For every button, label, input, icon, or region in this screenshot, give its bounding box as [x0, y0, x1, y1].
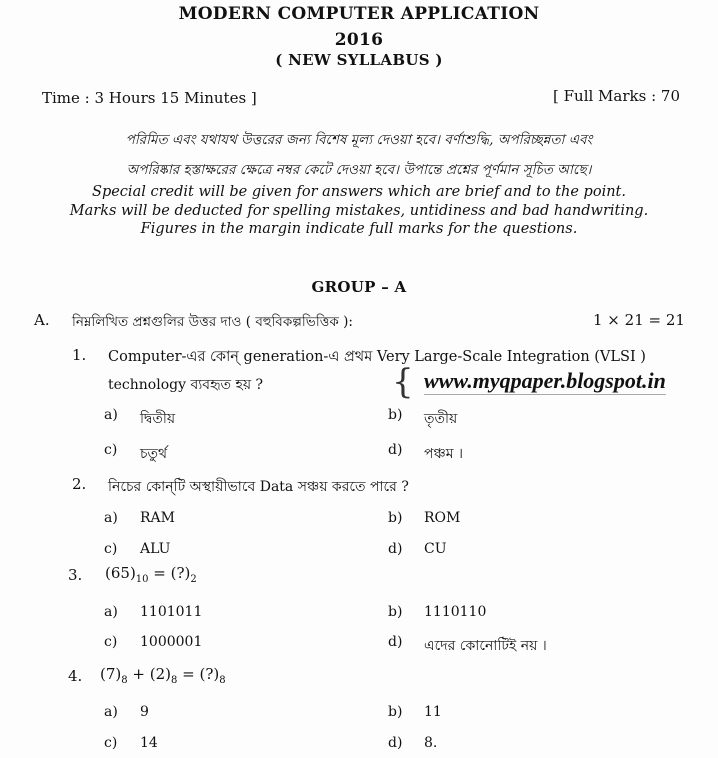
expr-part: + (2): [127, 665, 171, 683]
expr-base: 2: [190, 574, 197, 585]
question-number: 4.: [68, 667, 83, 685]
option-value: চতুর্থ: [140, 446, 168, 462]
question-number: 3.: [68, 566, 83, 584]
question-expression: [105, 564, 197, 585]
option-key: d): [388, 541, 403, 557]
option-value: 1000001: [140, 634, 203, 650]
time-label: Time : 3 Hours 15 Minutes ]: [42, 89, 257, 107]
option-value: ALU: [140, 541, 171, 557]
syllabus-label: ( NEW SYLLABUS ): [275, 51, 443, 69]
option-key: a): [104, 704, 118, 720]
option-value: এদের কোনোটিই নয় ।: [424, 638, 547, 654]
option-value: 9: [140, 704, 149, 720]
option-key: c): [104, 442, 118, 458]
paper-year: 2016: [334, 30, 384, 50]
option-value: 8.: [424, 735, 438, 751]
question-expression: [100, 665, 226, 686]
option-key: b): [388, 704, 403, 720]
option-key: b): [388, 510, 403, 526]
section-marks: 1 × 21 = 21: [593, 311, 685, 329]
instruction-bengali-2: অপরিষ্কার হস্তাক্ষরের ক্ষেত্রে নম্বর কেটে দেওয়া হবে। উপান্তে প্রশ্নের পূর্ণমান সূচিত আছে।: [126, 162, 592, 178]
option-value: পঞ্চম ।: [424, 446, 463, 462]
option-value: 1101011: [140, 604, 203, 620]
expr-part: = (?): [148, 564, 191, 582]
option-key: c): [104, 541, 118, 557]
expr-part: (7): [100, 665, 122, 683]
question-text: নিচের কোন্‌টি অস্থায়ীভাবে Data সঞ্চয় করতে পারে ?: [108, 479, 409, 495]
instruction-english-3: Figures in the margin indicate full marks for the questions.: [140, 221, 578, 237]
option-key: c): [104, 735, 118, 751]
expr-base: 10: [135, 574, 149, 585]
option-value: 1110110: [424, 604, 487, 620]
option-value: তৃতীয়: [424, 411, 458, 427]
option-value: RAM: [140, 510, 175, 526]
option-value: দ্বিতীয়: [140, 411, 176, 427]
question-number: 1.: [72, 346, 87, 364]
full-marks-label: [ Full Marks : 70: [553, 87, 680, 105]
question-number: 2.: [72, 475, 87, 493]
question-text-cont: technology ব্যবহৃত হয় ?: [108, 377, 264, 393]
option-value: 14: [140, 735, 158, 751]
option-key: c): [104, 634, 118, 650]
brace-mark: {: [392, 362, 414, 402]
option-key: b): [388, 407, 403, 423]
option-key: a): [104, 407, 118, 423]
option-key: b): [388, 604, 403, 620]
option-key: a): [104, 604, 118, 620]
expr-base: 8: [170, 675, 178, 686]
expr-part: (65): [105, 564, 136, 582]
option-key: d): [388, 442, 403, 458]
instruction-english-2: Marks will be deducted for spelling mistakes, untidiness and bad handwriting.: [69, 203, 649, 219]
instruction-english-1: Special credit will be given for answers which are brief and to the point.: [92, 184, 626, 200]
option-key: d): [388, 735, 403, 751]
group-heading: GROUP – A: [311, 278, 407, 296]
expr-part: = (?): [177, 665, 220, 683]
instruction-bengali-1: পরিমিত এবং যথাযথ উত্তরের জন্য বিশেষ মূল্য দেওয়া হবে। বর্ণাশুদ্ধি, অপরিচ্ছন্নতা এবং: [125, 132, 593, 148]
option-value: ROM: [424, 510, 461, 526]
section-instruction: নিম্নলিখিত প্রশ্নগুলির উত্তর দাও ( বহুবিকল্পভিত্তিক ):: [72, 314, 353, 330]
question-text: Computer-এর কোন্ generation-এ প্রথম Very Large-Scale Integration (VLSI ): [108, 349, 646, 365]
watermark: www.myqpaper.blogspot.in: [424, 368, 666, 393]
option-key: a): [104, 510, 118, 526]
option-key: d): [388, 634, 403, 650]
paper-title: MODERN COMPUTER APPLICATION: [178, 4, 540, 24]
option-value: 11: [424, 704, 442, 720]
expr-base: 8: [121, 675, 128, 686]
option-value: CU: [424, 541, 447, 557]
expr-base: 8: [219, 675, 226, 686]
section-label: A.: [34, 311, 50, 329]
